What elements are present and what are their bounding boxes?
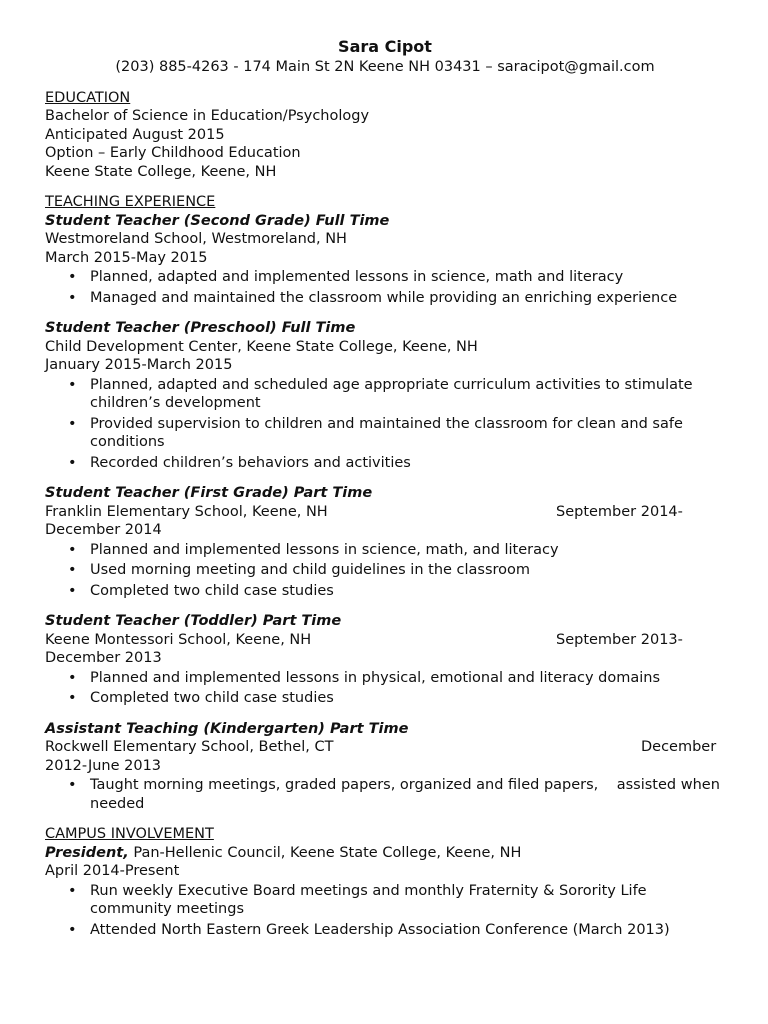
job-bullet: • Recorded children’s behaviors and activities [90,454,725,473]
job-bullet: • Planned, adapted and implemented lessons in science, math and literacy [90,268,725,287]
job-place: Child Development Center, Keene State College, Keene, NH [45,338,478,355]
campus-bullet: • Run weekly Executive Board meetings and monthly Fraternity & Sorority Life community meetings [90,882,725,919]
graduation-date: Anticipated August 2015 [45,126,225,143]
job-bullet: • Used morning meeting and child guidelines in the classroom [90,561,725,580]
job-bullets [45,541,725,601]
degree: Bachelor of Science in Education/Psychology [45,108,370,124]
job-entry [45,212,725,308]
job-title: Student Teacher (Preschool) Full Time [45,320,356,336]
job-bullet: • Taught morning meetings, graded papers, organized and filed papers, assisted when needed [90,776,725,813]
campus-role-label: President, [45,844,129,861]
campus-bullets [45,882,725,940]
job-place: Keene Montessori School, Keene, NH [45,631,312,648]
job-dates-start: September 2014- [556,503,683,520]
job-dates-end: 2012-June 2013 [45,757,162,774]
campus-bullet: • Attended North Eastern Greek Leadership Association Conference (March 2013) [90,921,725,940]
job-bullets [45,669,725,708]
job-dates: January 2015-March 2015 [45,357,233,373]
campus-section [45,825,725,939]
school: Keene State College, Keene, NH [45,163,277,180]
job-bullet: • Completed two child case studies [90,689,725,708]
campus-dates: April 2014-Present [45,863,180,879]
job-bullet: • Planned and implemented lessons in physical, emotional and literacy domains [90,669,725,688]
job-entry [45,612,725,708]
job-title: Student Teacher (Toddler) Part Time [45,613,342,629]
job-title: Student Teacher (First Grade) Part Time [45,485,373,501]
job-dates-end: December 2013 [45,650,162,666]
resume-page [45,36,725,951]
job-place-row [45,631,725,650]
campus-role-place: Pan-Hellenic Council, Keene State College, Keene, NH [133,844,522,861]
job-title: Assistant Teaching (Kindergarten) Part Time [45,720,409,737]
teaching-heading: TEACHING EXPERIENCE [45,194,216,210]
job-bullet: • Planned and implemented lessons in science, math, and literacy [90,541,725,560]
job-entry [45,319,725,472]
campus-role-row [45,844,725,863]
job-entry [45,484,725,600]
job-place: Franklin Elementary School, Keene, NH [45,503,328,520]
contact-info: (203) 885-4263 - 174 Main St 2N Keene NH 03431 – saracipot@gmail.com [115,59,655,75]
education-heading: EDUCATION [45,89,131,106]
job-title: Student Teacher (Second Grade) Full Time [45,212,390,229]
job-bullets [45,776,725,813]
job-dates-end: December 2014 [45,522,162,538]
job-bullet: • Managed and maintained the classroom while providing an enriching experience [90,289,725,308]
job-place: Rockwell Elementary School, Bethel, CT [45,739,334,755]
job-bullet: • Completed two child case studies [90,582,725,601]
job-dates-start: December [641,739,717,755]
job-place-row [45,738,725,757]
job-bullets [45,376,725,473]
job-place: Westmoreland School, Westmoreland, NH [45,231,347,247]
degree-option: Option – Early Childhood Education [45,145,301,161]
applicant-name: Sara Cipot [338,37,432,56]
job-bullet: • Provided supervision to children and maintained the classroom for clean and safe conditions [90,415,725,452]
job-bullet: • Planned, adapted and scheduled age appropriate curriculum activities to stimulate children’s development [90,376,725,413]
job-dates: March 2015-May 2015 [45,249,208,266]
job-place-row [45,503,725,522]
job-dates-start: September 2013- [556,631,683,648]
education-section [45,89,725,182]
campus-heading: CAMPUS INVOLVEMENT [45,826,214,842]
job-bullets [45,268,725,307]
job-entry [45,720,725,814]
